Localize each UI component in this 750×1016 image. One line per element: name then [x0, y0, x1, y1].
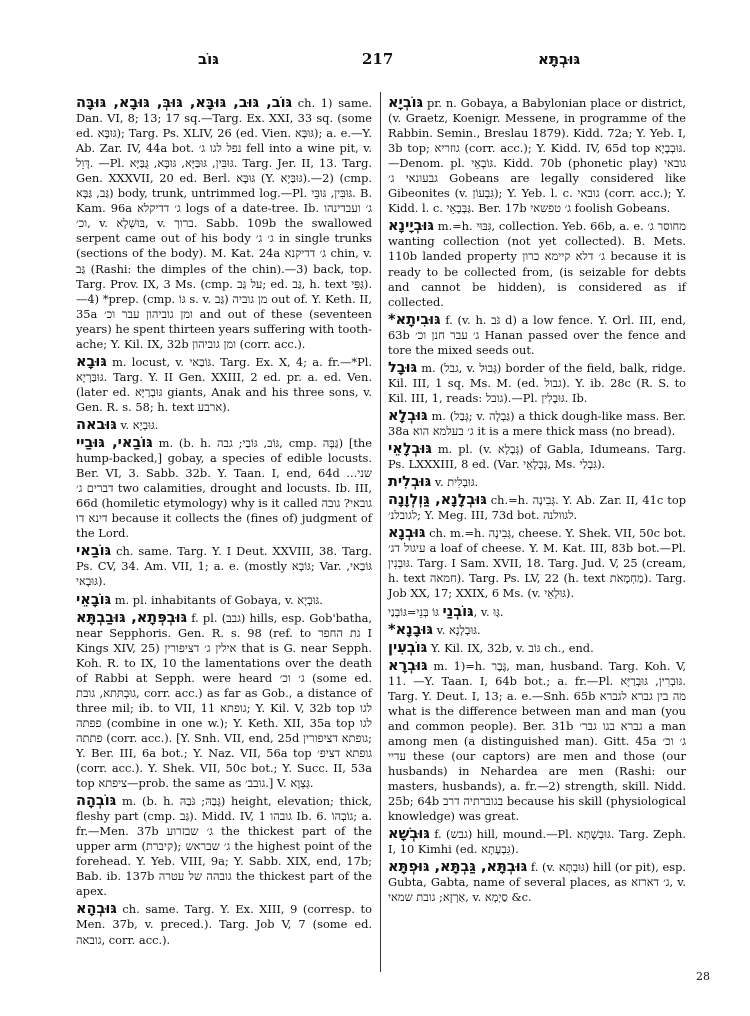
entry-definition: f. (v. h. גֹּב d) a low fence. Y. Orl. III, end, 63b ג׳ עבר חנן וכ׳ Hanan passed over the fence and tore the mixed seeds out.	[388, 312, 686, 357]
dictionary-entry	[76, 355, 372, 415]
column-divider	[380, 92, 381, 972]
entry-headword: גּוּבְתָּא, גַּבְתָּא, גּוּפְתָּא	[388, 859, 528, 876]
dictionary-entry	[76, 611, 372, 792]
entry-definition: ch. same. Targ. Y. Ex. XIII, 9 (corresp. to Men. 37b, v. preced.). Targ. Job V, 7 (some ed. גובאה, corr. acc.).	[76, 902, 372, 947]
entry-headword: גּוּבְלִית	[388, 474, 432, 491]
entry-headword: גּוֹבְעִין	[388, 639, 428, 656]
entry-headword: *גּוּבָנָא	[388, 621, 434, 638]
header-left-headword: גּוֹב	[198, 50, 219, 68]
entry-headword: גּוֹבָאֵי	[76, 591, 112, 608]
dictionary-entry	[76, 96, 372, 352]
entry-definition: v. גּוּבְלָנָא.	[436, 622, 481, 637]
entry-headword: גּוּבְלָאֵי	[388, 441, 432, 458]
entry-definition: m. locust, v. גּוֹבַאי. Targ. Ex. X, 4; a. fr.—*Pl. גּוּבַּרְיָא. Targ. Y. II Gen. XXIII, 2 ed. pr. a. ed. Ven. (later ed. גּוּבְרַיָּא giants, Anak and his three sons, v. Gen. R. s. 58; h. text ארבע).	[76, 354, 373, 414]
right-column	[388, 96, 686, 908]
entry-definition: ch.=h. גְּבִינָה. Y. Ab. Zar. II, 41c top לגובלנ׳; Y. Meg. III, 73d bot. לגוולנה.	[388, 493, 686, 523]
entry-headword: גּוֹבַאי, גּוּבַיי	[76, 435, 153, 452]
page-number: 217	[362, 50, 394, 68]
dictionary-entry	[76, 436, 372, 541]
entry-headword: גּוּבְפְּתָא, גּוּבַבְתָּא	[76, 609, 188, 626]
dictionary-entry	[388, 860, 686, 905]
dictionary-entry	[76, 593, 372, 608]
header-right-headword: גּוּבְתָּא	[538, 50, 581, 68]
entry-headword: גּוּבְנָא	[388, 525, 426, 542]
entry-headword: גּוּבְלָא	[388, 407, 428, 424]
entry-headword: גּוֹבְיָא	[388, 95, 424, 111]
entry-definition: m. pl. inhabitants of Gobaya, v. גּוּבְיָא.	[114, 592, 323, 607]
entry-definition: m. (גבל, v. גְּבוּל) border of the field, balk, ridge. Kil. III, 1 sq. Ms. M. (ed. גבול). Y. ib. 28c (R. S. to Kil. III, 1, reads: גובל).—Pl. גּוּבָלִין. Ib.	[388, 360, 686, 405]
entry-headword: גּוֹב, גּוּב, גּוּבָּא, גּוּבְּ, גּוּבָא, גּוּבָּה	[76, 95, 293, 111]
entry-definition: m. 1)=h. גֶּבֶר, man, husband. Targ. Koh. V, 11. —Y. Taan. I, 64b bot.; a. fr.—Pl. גּוּבְרִין, גּוּבְרַיָּא. Targ. Y. Deut. I, 13; a. e.—Snh. 65b מה בין גברא לגברא what is the difference between man and man (you and common people). Ber. 31b גברא בגו גבר׳ a man among men (a distinguished man). Gitt. 45a ג׳ וכ׳ עדיי these (our captors) are men and those (our husbands) in Nehardea are men (Rashi: our masters, husbands), a. fr.—2) strength, skill. Nidd. 25b; 64b בגוברתיה דרב because his skill (physiological knowledge) was great.	[388, 658, 687, 824]
dictionary-entry	[388, 641, 686, 656]
entry-definition: f. pl. (גבב) hills, esp. Gob'batha, near Sepphoris. Gen. R. s. 98 (ref. to גת החפר I Kings XIV, 25) אילין ג׳ דציפורין that is G. near Sepph. Koh. R. to IX, 10 the lamentations over the death of Rabbi at Sepph. were heard ג׳ וכ׳ (some ed. גוּבְתּתא, גובת, corr. acc.) as far as Gob., a distance of three mil; ib. to VII, 11 גופתא; Y. Kil. V, 32b top לגו פפתה (combine in one w.); Y. Keth. XII, 35a top לגו פתתה (corr. acc.). [Y. Snh. VII, end, 25d גופתא דציפורין; Y. Ber. III, 6a bot.; Y. Naz. VII, 56a top גופתא דציפ׳ (corr. acc.). Y. Shek. VII, 50c bot.; Y. Succ. II, 53a top ציפתא—prob. the same as גובב׳.] V. גְּצְוָא.	[76, 610, 373, 791]
dictionary-entry	[388, 219, 686, 309]
entry-headword: גּוֹבְנַי	[442, 603, 474, 620]
entry-headword: גּוּבְהָא	[76, 901, 117, 918]
dictionary-entry	[76, 794, 372, 899]
entry-definition: v. גּוּבְלִית.	[434, 475, 479, 490]
entry-definition: m. (b. h. גּוֹב, גּוֹבַי; גבה, cmp. גַּבָּה) [the hump-backed,] gobay, a species of edible locusts. Ber. VI, 3. Sabb. 32b. Y. Taan. I, end, 64d ...שני דברים ג׳ two calamities, drought and locusts. Ib. III, 66d (homiletic etymology) why is it called גובאי? גובה דינא דו because it collects the (fines of) judgment of the Lord.	[76, 436, 372, 541]
dictionary-entry	[76, 902, 372, 947]
entry-definition: pr. n. Gobaya, a Babylonian place or district, (v. Graetz, Koenigr. Messene, in programme of the Rabbin. Semin., Breslau 1879). Kidd. 72a; Y. Yeb. I, 3b top; גוזריא (corr. acc.); Y. Kidd. IV, 65d top גּוּבְבָיָא.—Denom. pl. גּוֹבָאֵי. Kidd. 70b (phonetic play) גובאי גבעונאי ג׳ Gobeans are legally considered like Gibeonites (v. גִּבְעוֹן); Y. Yeb. l. c. גובאי (corr. acc.); Y. Kidd. l. c. גַּבְּבָאֵי. Ber. 17b ג׳ טפשאי foolish Gobeans.	[388, 96, 687, 216]
entry-headword: גּוּבְיָינָא	[388, 218, 434, 235]
dictionary-entry	[388, 526, 686, 601]
left-column	[76, 96, 372, 951]
entry-definition: v. גּוּבְיָא.	[120, 417, 159, 432]
entry-headword: *גּוּבִיתָא	[388, 311, 441, 328]
signature-mark: 28	[696, 970, 710, 983]
entry-definition: ch. same. Targ. Y. I Deut. XXVIII, 38. Targ. Ps. CV, 34. Am. VII, 1; a. e. (mostly גּוֹבָא; Var. גּוֹבַאי, גּוּבָאי).	[76, 544, 372, 589]
entry-headword: גּוּבָל	[388, 359, 418, 376]
entry-definition: m. (גְּבַל; v. גַּבְלָה) a thick dough-like mass. Ber. 38a ג׳ בעלמא הוא it is a mere thick mass (no bread).	[388, 408, 686, 438]
entry-definition: m. pl. (v. גְּבָלָא) of Gabla, Idumeans. Targ. Ps. LXXXIII, 8 ed. (Var. גְּבָלָאֵי, Ms. גִּבְלַי).	[388, 442, 686, 472]
entry-definition: Y. Kil. IX, 32b, v. גּוֹב ch., end.	[430, 640, 594, 655]
dictionary-entry	[76, 544, 372, 589]
entry-definition: ch. m.=h. גְּבִינָה, cheese. Y. Shek. VII, 50c bot. עיגול דג׳ a loaf of cheese. Y. M. Kat. III, 83b bot.—Pl. גּוּבְנִין. Targ. I Sam. XVII, 18. Targ. Jud. V, 25 (cream, h. text חמאה). Targ. Ps. LV, 22 (h. text מַחְמָאֹת). Targ. Job XX, 17; XXIX, 6 Ms. (v. גּוּלְאֵי).	[388, 526, 686, 601]
entry-headword: גּוּבאה	[76, 416, 117, 433]
dictionary-entry	[388, 659, 686, 825]
dictionary-entry	[388, 409, 686, 439]
entry-definition: f. (v. גּוּבְתָּא) hill (or pit), esp. Gubta, Gabta, name of several places, as ג׳ דארזא, v. אַרְזָא; גובת שמאי, v. סַיְמָא &c.	[388, 860, 687, 905]
entry-definition: m. (b. h. גָּבַהּ; גֹּבַהּ) height, elevation; thick, fleshy part (cmp. גַּב). Midd. IV, 1 גובהו Ib. 6. גוֹבְהוֹ; a. fr.—Men. 37b ג׳ שבזרוע the thickest part of the upper arm (קיברת); ג׳ שבראש the highest point of the forehead. Y. Yeb. VIII, 9a; Y. Sabb. XIX, end, 17b; Bab. ib. 137b גובהה של עטרה the thickest part of the apex.	[76, 794, 373, 899]
entry-headword: גּוֹבְהָה	[76, 793, 117, 810]
entry-definition: ch. 1) same. Dan. VI, 8; 13; 17 sq.—Targ. Ex. XXI, 33 sq. (some ed. גּוּבָּא); Targ. Ps. XLIV, 26 (ed. Vien. גּוּבָּא); a. e.—Y. Ab. Zar. IV, 44a bot. נפל לגו ג׳ fell into a wine pit, v. דָּוֵל. —Pl. גּוּבִּין, גּוּבַּיָּא, גּוּבָּא, גֻּבַּיָּא. Targ. Jer. II, 13. Targ. Gen. XXXVII, 20 ed. Berl. גּוּבָּא (Y. גּוּבַּיָא).—2) (cmp. גַּב, גַּבָּא) body, trunk, untrimmed log.—Pl. גּוּבִּין, גּוּבֵּי. B. Kam. 96a ג׳ דדיקלא logs of a date-tree. Ib. ג׳ ועבדינהו וכ׳, v. בּוּשְׁלָא, v. ברוך. Sabb. 109b the swallowed serpent came out of his body ג׳ ג׳ in single trunks (sections of the body). M. Kat. 24a ג׳ דדיקנא chin, v. גַּב (Rashi: the dimples of the chin).—3) back, top. Targ. Prov. IX, 3 Ms. (cmp. על גַּב; ed. גַּב, h. text גַּפֵּי).—4) *prep. (cmp. גּוֹ s. v. גַּב) מן גוביה out of. Y. Keth. II, 35a ומן גוביהון עבר וכ׳ and out of these (seventeen years) he spent thirteen years suffering with tooth-ache; Y. Kil. IX, 32b ומן גוביהון (corr. acc.).	[76, 96, 373, 351]
entry-headword: גּוּבָא	[76, 353, 107, 370]
dictionary-entry	[388, 623, 686, 638]
dictionary-entry	[76, 418, 372, 433]
dictionary-entry	[388, 493, 686, 523]
dictionary-entry	[388, 361, 686, 406]
entry-headword: גּוֹבַאי	[76, 543, 112, 560]
entry-headword: גּוּבְרָא	[388, 657, 428, 674]
running-header	[0, 50, 750, 74]
dictionary-entry	[388, 313, 686, 358]
entry-definition: m.=h. גִּבּוּי, collection. Yeb. 66b, a. e. מחוסר ג׳ wanting collection (not yet collected). B. Mets. 110b landed property ג׳ דלא קיימא כרון because it is ready to be collected from, (is seizable for debts and cannot be hidden), is considered as if collected.	[388, 219, 687, 309]
dictionary-entry	[388, 96, 686, 216]
dictionary-entry	[388, 442, 686, 472]
dictionary-entry	[388, 605, 686, 620]
entry-headword: גּוּבְשָׁא	[388, 826, 430, 843]
entry-definition: גּוֹ בְּנֵי=גּוֹבְנַי, v. גַּוּ.	[388, 604, 504, 619]
entry-definition: f. (גבש) hill, mound.—Pl. גּוּבְשָׁתָא. Targ. Zeph. I, 10 Kimhi (ed. גִּבְעָתָא).	[388, 827, 686, 857]
dictionary-entry	[388, 475, 686, 490]
dictionary-entry	[388, 827, 686, 857]
entry-headword: גּוּבְלָנָא, גַּוְלְוָנָה	[388, 492, 487, 509]
